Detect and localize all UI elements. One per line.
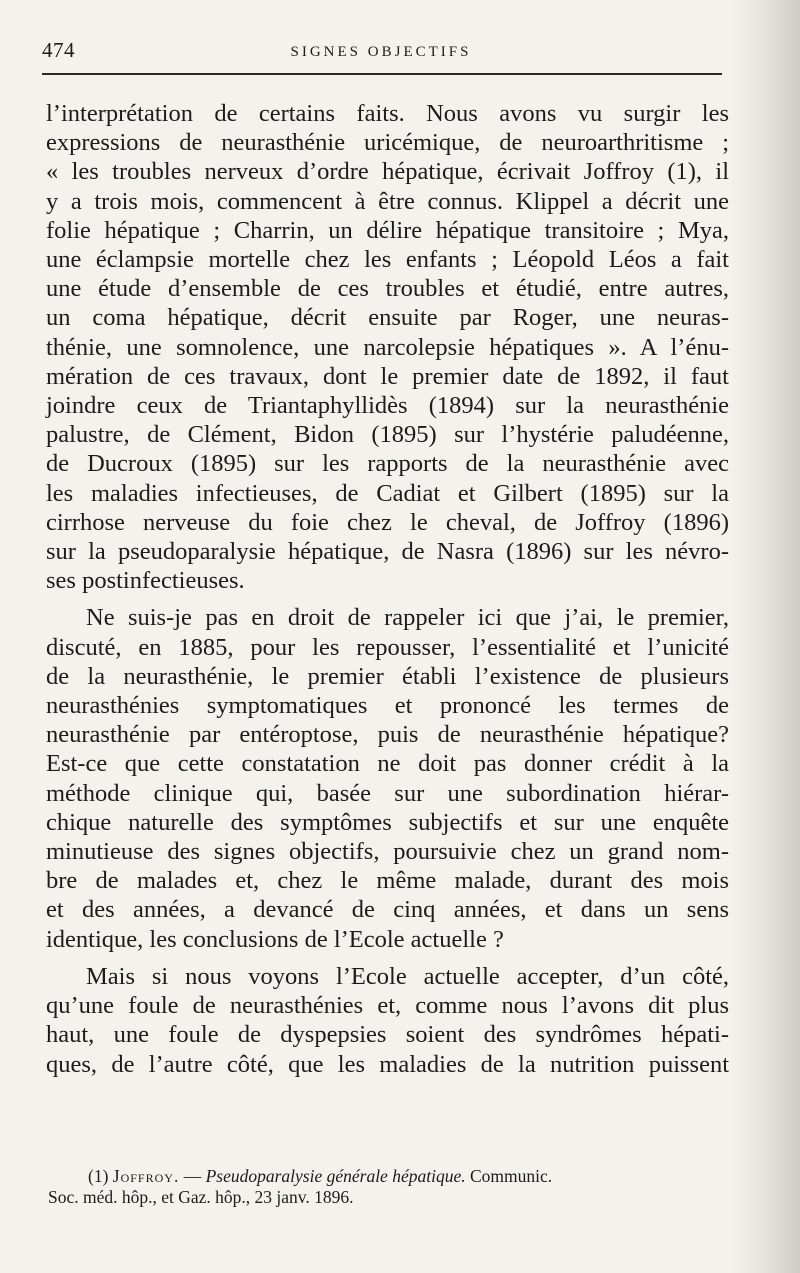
footnote-line-2: Soc. méd. hôp., et Gaz. hôp., 23 janv. 1896. (48, 1187, 354, 1207)
text-line: haut, une foule de dyspepsies soient des syndrômes hépati- (46, 1021, 729, 1049)
text-line: « les troubles nerveux d’ordre hépatique, écrivait Joffroy (1), il (46, 158, 729, 186)
text-line: bre de malades et, chez le même malade, durant des mois (46, 867, 729, 895)
header-rule (42, 73, 722, 75)
running-title: SIGNES OBJECTIFS (290, 44, 472, 60)
text-line: mération de ces travaux, dont le premier date de 1892, il faut (46, 362, 729, 390)
text-line: minutieuse des signes objectifs, poursuivie chez un grand nom- (46, 838, 729, 866)
page-header (42, 38, 720, 68)
text-line: identique, les conclusions de l’Ecole actuelle ? (46, 925, 504, 953)
text-line: un coma hépatique, décrit ensuite par Roger, une neuras- (46, 304, 729, 332)
paragraph-3 (46, 962, 729, 1079)
text-line: de la neurasthénie, le premier établi l’existence de plusieurs (46, 662, 729, 690)
text-line: neurasthénie par entéroptose, puis de neurasthénie hépatique? (46, 721, 729, 749)
text-line: Est-ce que cette constatation ne doit pas donner crédit à la (46, 750, 729, 778)
text-line: sur la pseudoparalysie hépatique, de Nasra (1896) sur les névro- (46, 538, 729, 566)
text-line: thénie, une somnolence, une narcolepsie hépatiques ». A l’énu- (46, 333, 729, 361)
page-edge-shadow (730, 0, 800, 1273)
text-line: Ne suis-je pas en droit de rappeler ici que j’ai, le premier, (86, 604, 729, 632)
text-line: cirrhose nerveuse du foie chez le cheval, de Joffroy (1896) (46, 508, 729, 536)
text-line: folie hépatique ; Charrin, un délire hépatique transitoire ; Mya, (46, 216, 729, 244)
footnote-line-1 (48, 1166, 730, 1187)
text-line: et des années, a devancé de cinq années, et dans un sens (46, 896, 729, 924)
paragraph-gap (46, 954, 729, 962)
text-line: ses postinfectieuses. (46, 567, 245, 595)
footnote (48, 1166, 730, 1208)
text-line: Mais si nous voyons l’Ecole actuelle accepter, d’un côté, (86, 962, 729, 990)
text-line: palustre, de Clément, Bidon (1895) sur l’hystérie paludéenne, (46, 421, 729, 449)
text-line: joindre ceux de Triantaphyllidès (1894) sur la neurasthénie (46, 392, 729, 420)
text-line: une éclampsie mortelle chez les enfants ; Léopold Léos a fait (46, 246, 729, 274)
footnote-dash: — (183, 1166, 202, 1186)
paragraph-2 (46, 603, 729, 953)
text-line: les maladies infectieuses, de Cadiat et Gilbert (1895) sur la (46, 479, 729, 507)
text-line: une étude d’ensemble de ces troubles et étudié, entre autres, (46, 275, 729, 303)
paragraph-gap (46, 595, 729, 603)
body-text (46, 99, 729, 1079)
text-line: expressions de neurasthénie uricémique, de neuroarthritisme ; (46, 129, 729, 157)
text-line: l’interprétation de certains faits. Nous avons vu surgir les (46, 100, 729, 127)
page-number: 474 (42, 38, 75, 62)
text-line: neurasthénies symptomatiques et prononcé les termes de (46, 692, 729, 720)
footnote-title: Pseudoparalysie générale hépatique. (205, 1166, 466, 1186)
footnote-marker: (1) (88, 1166, 109, 1186)
text-line: y a trois mois, commencent à être connus. Klippel a décrit une (46, 187, 729, 215)
paragraph-1 (46, 99, 729, 595)
text-line: discuté, en 1885, pour les repousser, l’essentialité et l’unicité (46, 633, 729, 661)
text-line: chique naturelle des symptômes subjectifs et sur une enquête (46, 808, 729, 836)
text-line: de Ducroux (1895) sur les rapports de la neurasthénie avec (46, 450, 729, 478)
footnote-line1-tail: Communic. (469, 1166, 553, 1186)
text-line: ques, de l’autre côté, que les maladies de la nutrition puissent (46, 1050, 729, 1078)
footnote-author: Joffroy. (112, 1166, 180, 1186)
text-line: méthode clinique qui, basée sur une subordination hiérar- (46, 779, 729, 807)
text-line: qu’une foule de neurasthénies et, comme nous l’avons dit plus (46, 992, 729, 1020)
